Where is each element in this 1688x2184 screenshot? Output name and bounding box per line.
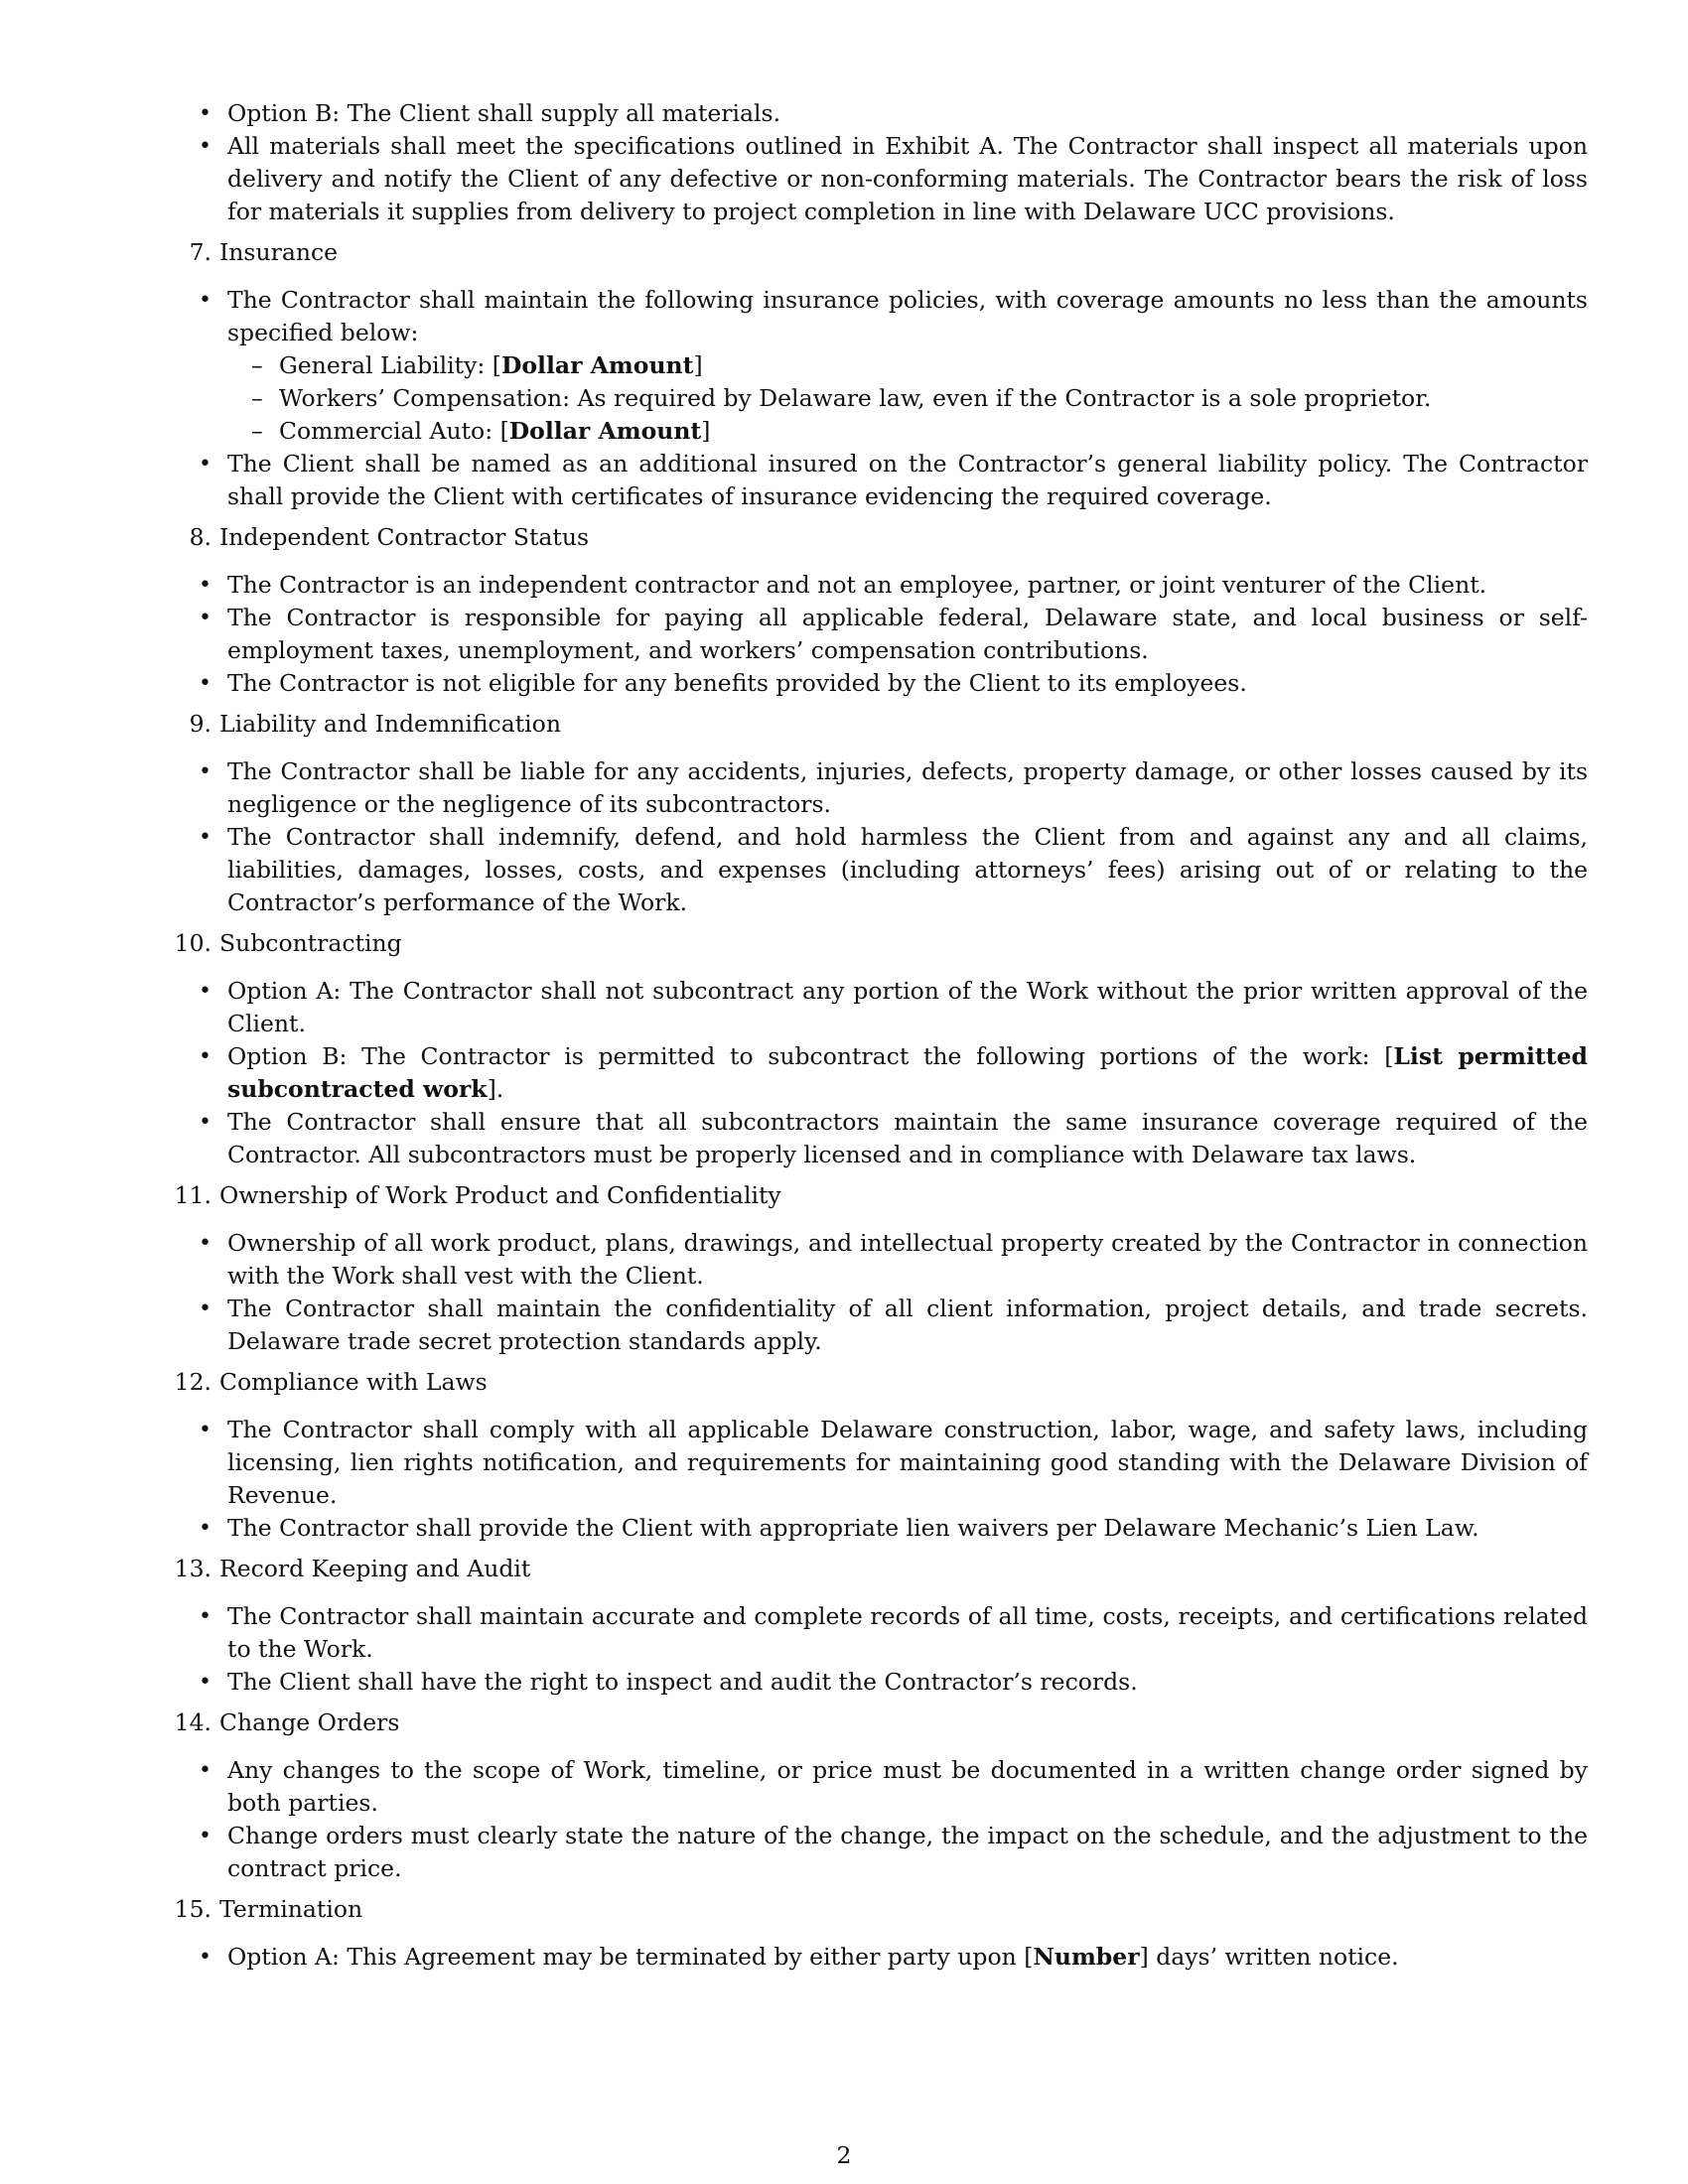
bullet-list — [227, 755, 1588, 919]
placeholder-field: Dollar Amount — [500, 351, 694, 379]
section-number: 15. — [174, 1895, 211, 1923]
list-item: • The Contractor is responsible for paying all applicable federal, Delaware state, and local business or self-employment taxes, unemployment, and workers’ compensation contributions. — [227, 602, 1588, 667]
list-item — [227, 284, 1588, 448]
section-number: 14. — [174, 1708, 211, 1736]
placeholder-field: Dollar Amount — [508, 417, 702, 445]
list-item: • The Contractor is an independent contractor and not an employee, partner, or joint venturer of the Client. — [227, 569, 1588, 602]
section-heading — [168, 236, 1588, 269]
section-number: 8. — [189, 523, 211, 551]
section-termination — [174, 1893, 1588, 1974]
bullet-list — [227, 284, 1588, 513]
section-title: Change Orders — [219, 1708, 400, 1736]
section-title: Termination — [219, 1895, 363, 1923]
list-item-text: Option B: The Contractor is permitted to subcontract the following portions of the work: — [227, 1042, 1385, 1070]
section-title: Subcontracting — [219, 929, 402, 957]
bullet-list — [227, 975, 1588, 1171]
section-heading — [168, 708, 1588, 741]
list-item: • The Contractor shall indemnify, defend, and hold harmless the Client from and against any and all claims, liabilities, damages, losses, costs, and expenses (including attorneys’ fees) arising out of or relating to the Contractor’s performance of the Work. — [227, 821, 1588, 919]
list-item: • The Contractor shall ensure that all subcontractors maintain the same insurance coverage required of the Contractor. All subcontractors must be properly licensed and in compliance with Delaware tax laws. — [227, 1106, 1588, 1171]
section-heading — [168, 1553, 1588, 1585]
section-compliance — [174, 1366, 1588, 1545]
section-heading — [168, 927, 1588, 960]
section-number: 12. — [174, 1368, 211, 1396]
page-number: 2 — [836, 2141, 852, 2169]
section-title: Ownership of Work Product and Confidentiality — [219, 1181, 781, 1209]
section-number: 7. — [189, 238, 211, 266]
bullet-list — [227, 1600, 1588, 1699]
continuation-list — [227, 97, 1588, 228]
section-number: 11. — [174, 1181, 211, 1209]
bullet-list — [227, 1414, 1588, 1545]
list-item: • The Contractor shall be liable for any accidents, injuries, defects, property damage, or other losses caused by its negligence or the negligence of its subcontractors. — [227, 755, 1588, 821]
section-heading — [168, 1366, 1588, 1399]
list-item: • The Contractor shall maintain accurate and complete records of all time, costs, receipts, and certifications related to the Work. — [227, 1600, 1588, 1666]
list-item-text: days’ written notice. — [1148, 1943, 1399, 1971]
list-item: • Option B: The Client shall supply all materials. — [227, 97, 1588, 130]
list-item: • Any changes to the scope of Work, timeline, or price must be documented in a written change order signed by both parties. — [227, 1754, 1588, 1820]
section-title: Record Keeping and Audit — [219, 1555, 531, 1582]
sub-list-item: – General Liability: [Dollar Amount] — [279, 349, 1588, 382]
bullet-list — [227, 569, 1588, 700]
section-change-orders — [174, 1706, 1588, 1885]
list-item: • The Contractor shall comply with all applicable Delaware construction, labor, wage, and safety laws, including licensing, lien rights notification, and requirements for maintaining good standing with the Delaware Division of Revenue. — [227, 1414, 1588, 1512]
section-title: Independent Contractor Status — [219, 523, 590, 551]
section-subcontracting — [174, 927, 1588, 1171]
list-item-text: The Contractor shall maintain the following insurance policies, with coverage amounts no less than the amounts specified below: — [227, 286, 1588, 346]
bullet-list — [227, 1754, 1588, 1885]
section-title: Liability and Indemnification — [219, 710, 561, 738]
placeholder-field: Number — [1033, 1943, 1140, 1971]
list-item-text: Option A: This Agreement may be terminated by either party upon — [227, 1943, 1025, 1971]
section-title: Insurance — [219, 238, 339, 266]
list-item: • The Contractor shall maintain the confidentiality of all client information, project details, and trade secrets. Delaware trade secret protection standards apply. — [227, 1293, 1588, 1358]
bullet-list — [227, 1941, 1588, 1974]
section-heading — [168, 521, 1588, 554]
sub-item-label: General Liability: — [279, 351, 492, 379]
section-independent-contractor-status — [189, 521, 1588, 700]
list-item: • The Contractor is not eligible for any benefits provided by the Client to its employees. — [227, 667, 1588, 700]
list-item: • All materials shall meet the specifications outlined in Exhibit A. The Contractor shall inspect all materials upon delivery and notify the Client of any defective or non-conforming materials. The Contractor bears the risk of loss for materials it supplies from delivery to project completion in line with Delaware UCC provisions. — [227, 130, 1588, 228]
list-item: • Option A: This Agreement may be terminated by either party upon [Number] days’ written notice. — [227, 1941, 1588, 1974]
section-number: 10. — [174, 929, 211, 957]
list-item: • Ownership of all work product, plans, drawings, and intellectual property created by the Contractor in connection with the Work shall vest with the Client. — [227, 1227, 1588, 1293]
list-item: • The Contractor shall provide the Client with appropriate lien waivers per Delaware Mechanic’s Lien Law. — [227, 1512, 1588, 1545]
section-heading — [168, 1893, 1588, 1926]
sub-list — [227, 349, 1588, 448]
section-number: 9. — [189, 710, 211, 738]
sub-item-label: Commercial Auto: — [279, 417, 500, 445]
placeholder-field: List permitted subcontracted work — [227, 1042, 1588, 1103]
list-item: • The Client shall be named as an additional insured on the Contractor’s general liability policy. The Contractor shall provide the Client with certificates of insurance evidencing the required coverage. — [227, 448, 1588, 513]
section-record-keeping — [174, 1553, 1588, 1699]
section-title: Compliance with Laws — [219, 1368, 488, 1396]
list-item: • Option A: The Contractor shall not subcontract any portion of the Work without the prior written approval of the Client. — [227, 975, 1588, 1040]
section-number: 13. — [174, 1555, 211, 1582]
list-item: • Change orders must clearly state the nature of the change, the impact on the schedule, and the adjustment to the contract price. — [227, 1820, 1588, 1885]
section-insurance — [189, 236, 1588, 513]
sub-list-item: – Workers’ Compensation: As required by Delaware law, even if the Contractor is a sole proprietor. — [279, 382, 1588, 415]
section-heading — [168, 1179, 1588, 1212]
document-content — [174, 97, 1588, 1981]
list-item: • Option B: The Contractor is permitted to subcontract the following portions of the work: [List permitted subcontracted work]. — [227, 1040, 1588, 1106]
bullet-list — [227, 1227, 1588, 1358]
section-ownership — [174, 1179, 1588, 1358]
list-item: • The Client shall have the right to inspect and audit the Contractor’s records. — [227, 1666, 1588, 1699]
sub-list-item: – Commercial Auto: [Dollar Amount] — [279, 415, 1588, 448]
section-liability — [189, 708, 1588, 919]
section-heading — [168, 1706, 1588, 1739]
